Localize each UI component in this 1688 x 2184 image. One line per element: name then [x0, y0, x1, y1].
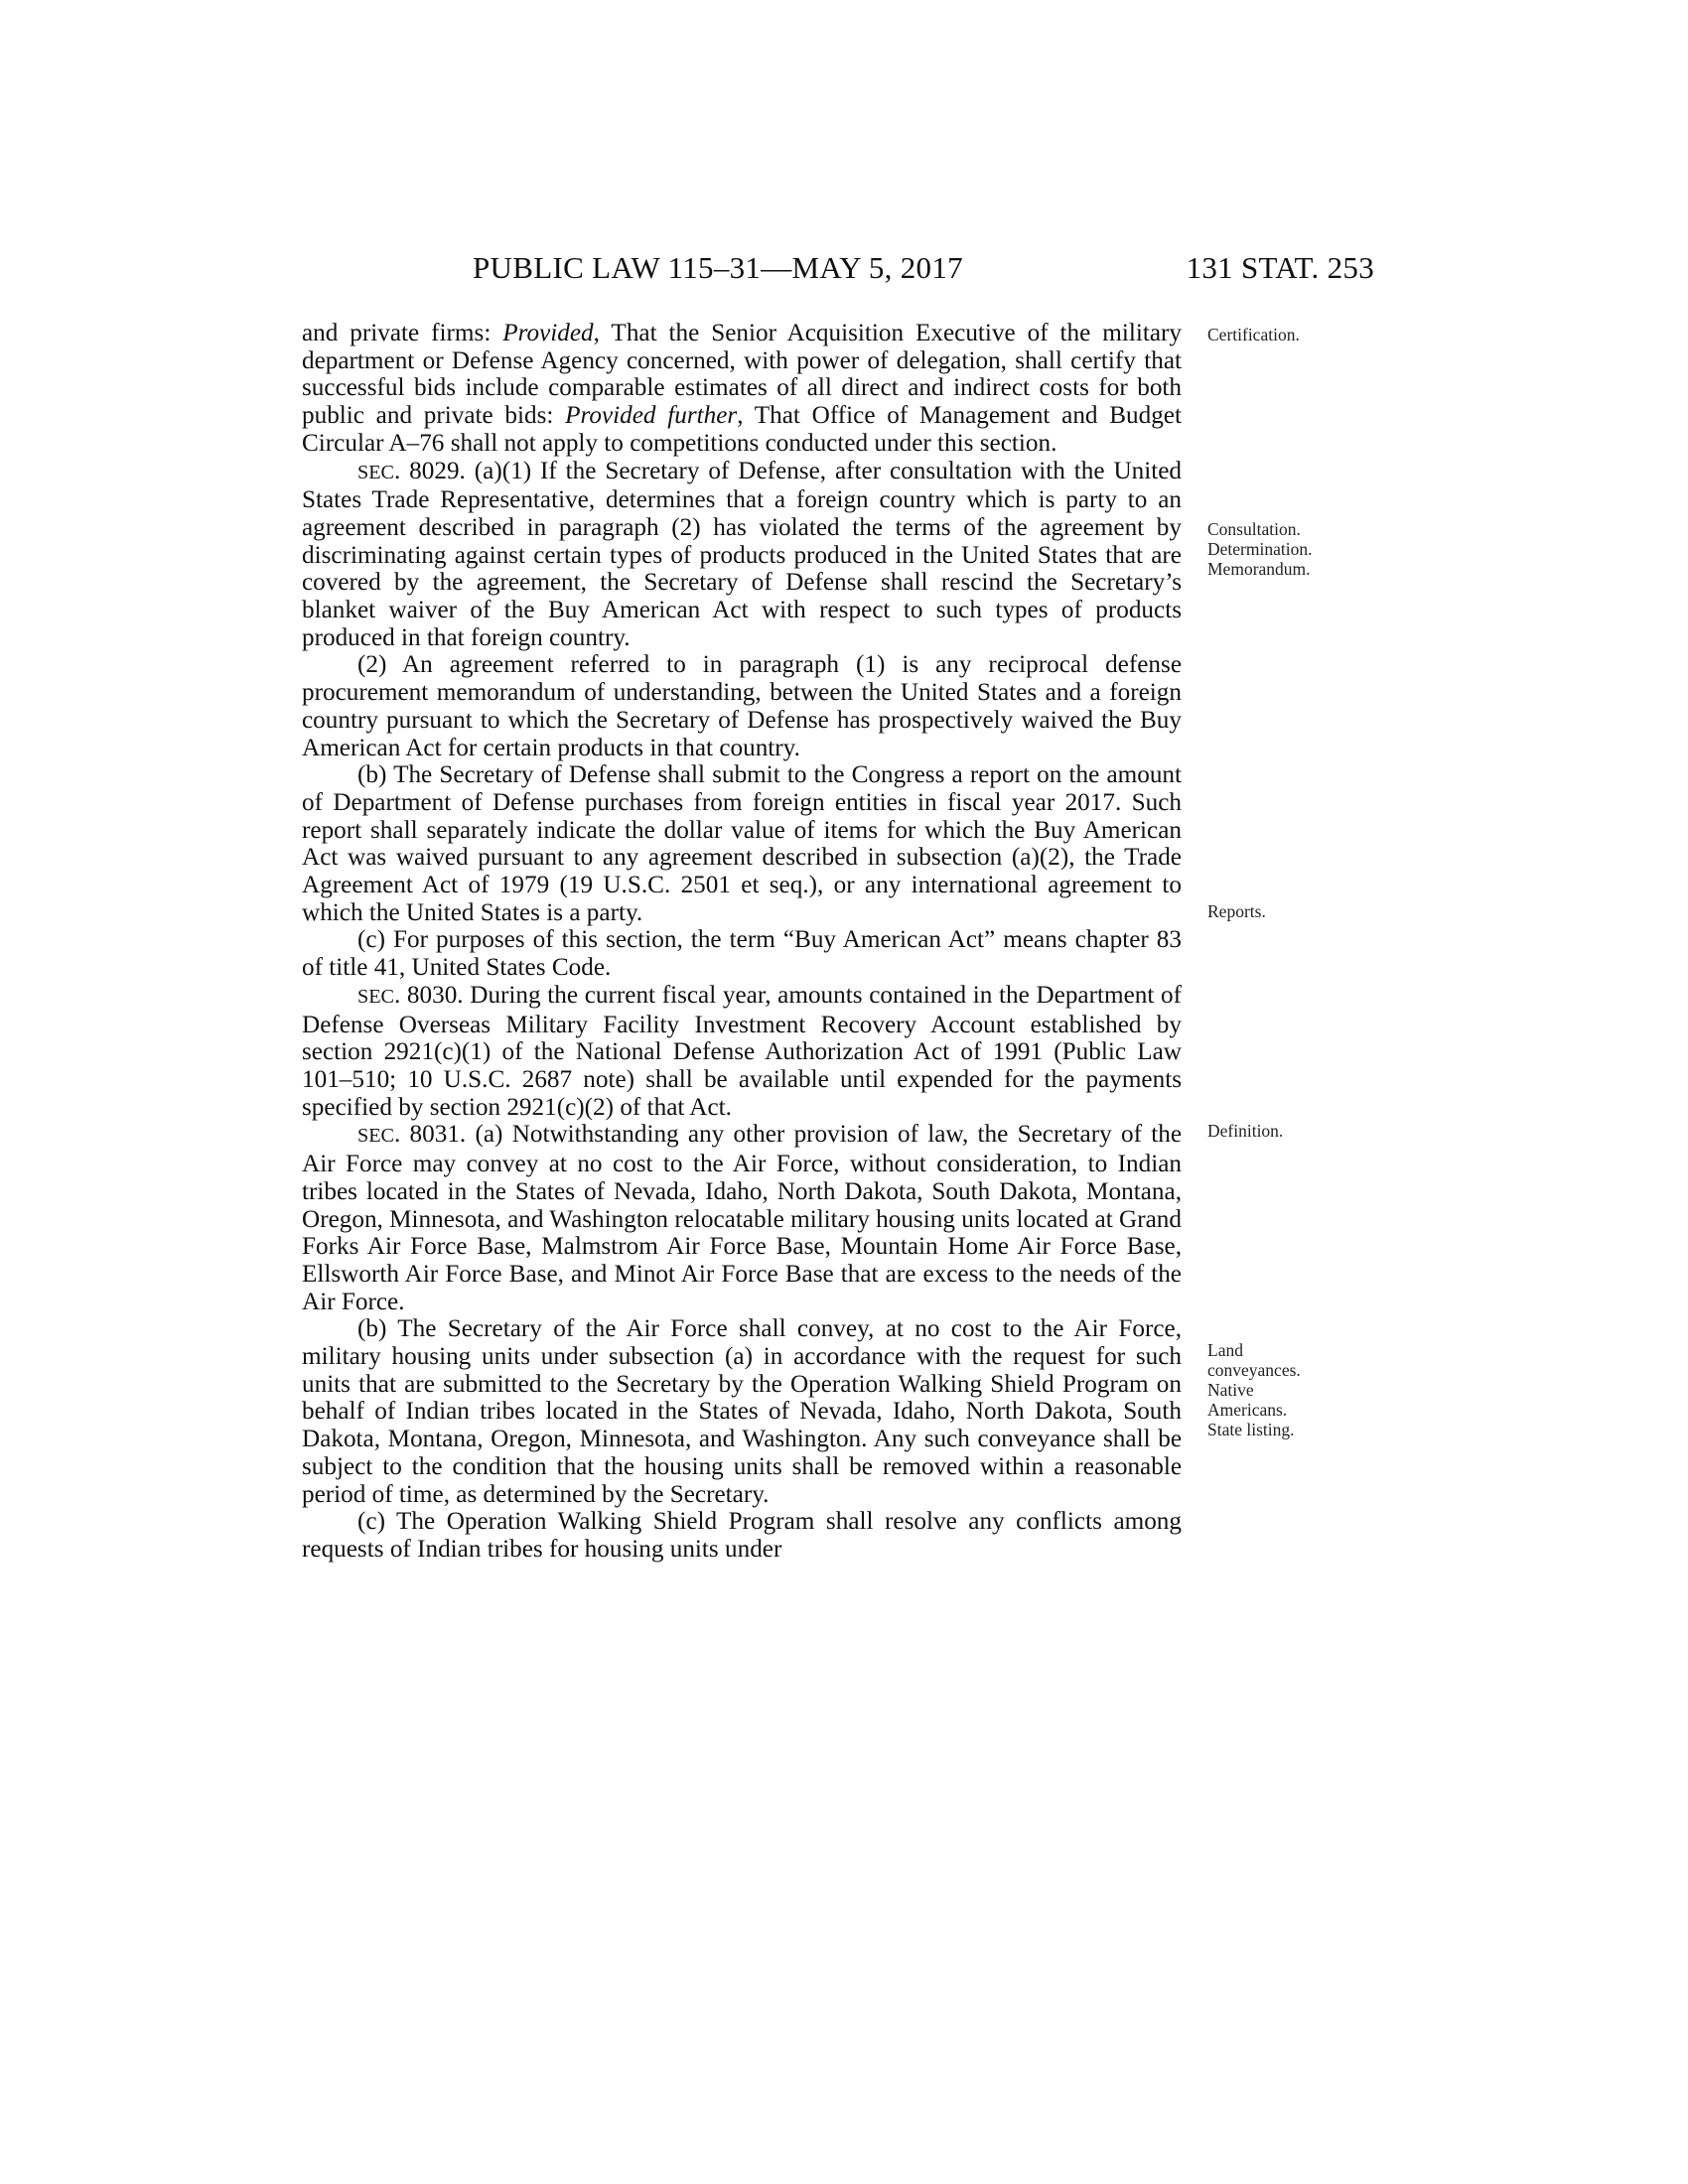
paragraph-8031-b: (b) The Secretary of the Air Force shall convey, at no cost to the Air Force, military housing units under subsection (a) in accordance with the request for such units that are submitted to the Secretary by the Operation Walking Shield Program on behalf of Indian tribes located in the States of Nevada, Idaho, North Dakota, South Dakota, Montana, Oregon, Minnesota, and Washington. Any such conveyance shall be subject to the condition that the housing units shall be removed within a reasonable period of time, as determined by the Secretary. — [302, 1315, 1182, 1508]
paragraph-8031-c: (c) The Operation Walking Shield Program shall resolve any conflicts among requests of Indian tribes for housing units under — [302, 1508, 1182, 1563]
paragraph-sec-8029: SEC. 8029. (a)(1) If the Secretary of Defense, after consultation with the United States Trade Representative, determines that a foreign country which is party to an agreement described in paragraph (2) has violated the terms of the agreement by discriminating against certain types of products produced in the United States that are covered by the agreement, the Secretary of Defense shall rescind the Secretary’s blanket waiver of the Buy American Act with respect to such types of products produced in that foreign country. — [302, 457, 1182, 651]
margin-note-certification: Certification. — [1207, 325, 1300, 344]
paragraph-sec-8031: SEC. 8031. (a) Notwithstanding any other provision of law, the Secretary of the Air Force may convey at no cost to the Air Force, without consideration, to Indian tribes located in the States of Nevada, Idaho, North Dakota, South Dakota, Montana, Oregon, Minnesota, and Washington relocatable military housing units located at Grand Forks Air Force Base, Malmstrom Air Force Base, Mountain Home Air Force Base, Ellsworth Air Force Base, and Minot Air Force Base that are excess to the needs of the Air Force. — [302, 1121, 1182, 1315]
paragraph-8029-c: (c) For purposes of this section, the term “Buy American Act” means chapter 83 of title 41, United States Code. — [302, 926, 1182, 982]
paragraph-sec-8030: SEC. 8030. During the current fiscal year, amounts contained in the Department of Defense Overseas Military Facility Investment Recovery Account established by section 2921(c)(1) of the National Defense Authorization Act of 1991 (Public Law 101–510; 10 U.S.C. 2687 note) shall be available until expended for the payments specified by section 2921(c)(2) of that Act. — [302, 981, 1182, 1121]
running-head-title: PUBLIC LAW 115–31—MAY 5, 2017 — [473, 250, 963, 285]
paragraph-continuation: and private firms: Provided, That the Senior Acquisition Executive of the military department or Defense Agency concerned, with power of delegation, shall certify that successful bids include comparable estimates of all direct and indirect costs for both public and private bids: Provided further, That Office of Management and Budget Circular A–76 shall not apply to competitions conducted under this section. — [302, 320, 1182, 457]
statute-page-number: 131 STAT. 253 — [1186, 250, 1374, 285]
margin-note-reports: Reports. — [1207, 901, 1266, 921]
sec-label: SEC — [357, 461, 394, 483]
margin-note-consultation: Consultation. Determination. Memorandum. — [1207, 519, 1313, 579]
law-body-text — [302, 320, 1182, 1564]
sec-label: SEC — [357, 985, 394, 1008]
margin-note-land-conveyances: Land conveyances. Native Americans. State listing. — [1207, 1340, 1301, 1439]
proviso-further-italic: Provided further — [565, 402, 738, 430]
proviso-italic: Provided — [502, 320, 594, 346]
paragraph-8029-b: (b) The Secretary of Defense shall submit to the Congress a report on the amount of Department of Defense purchases from foreign entities in fiscal year 2017. Such report shall separately indicate the dollar value of items for which the Buy American Act was waived pursuant to any agreement described in subsection (a)(2), the Trade Agreement Act of 1979 (19 U.S.C. 2501 et seq.), or any international agreement to which the United States is a party. — [302, 761, 1182, 926]
page-header — [302, 250, 1374, 290]
sec-label: SEC — [357, 1125, 394, 1148]
paragraph-8029-a2: (2) An agreement referred to in paragraph (1) is any reciprocal defense procurement memorandum of understanding, between the United States and a foreign country pursuant to which the Secretary of Defense has prospectively waived the Buy American Act for certain products in that country. — [302, 651, 1182, 761]
margin-note-definition: Definition. — [1207, 1121, 1284, 1141]
